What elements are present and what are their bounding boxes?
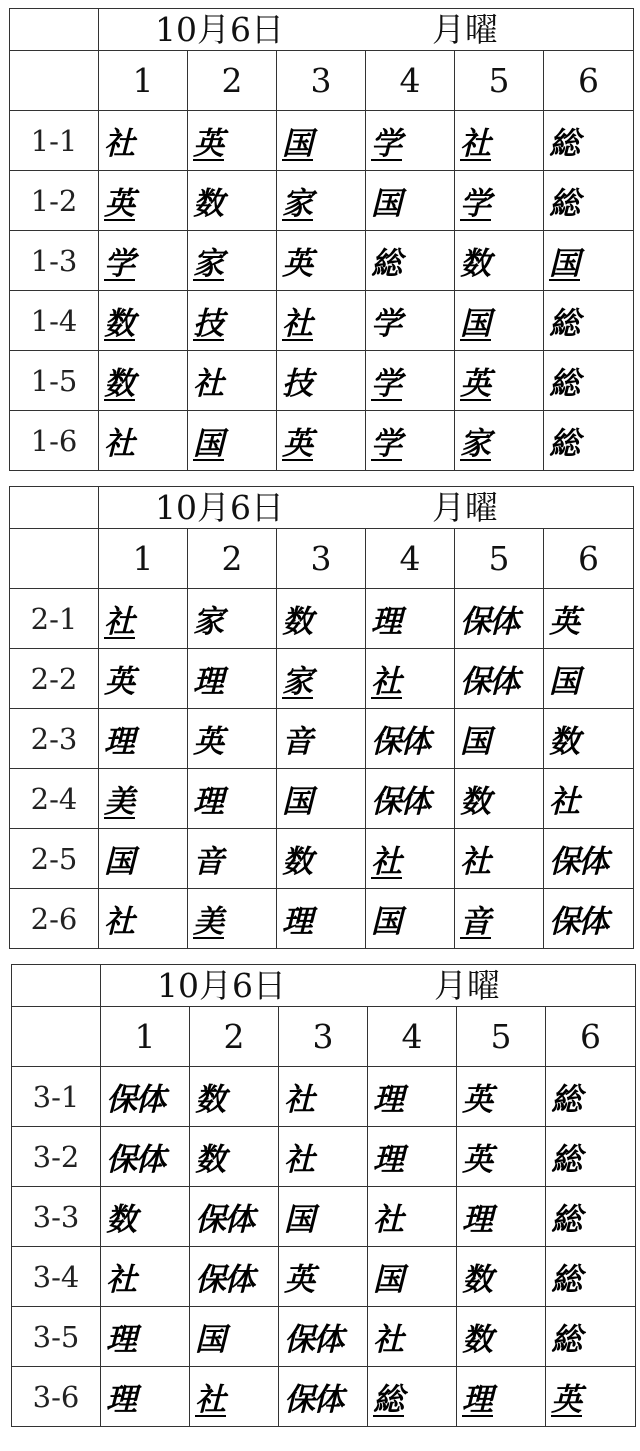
- subject-cell: 数: [455, 769, 544, 829]
- period-header: 2: [188, 51, 277, 111]
- table-row: [12, 1187, 636, 1247]
- class-label: 1-6: [10, 411, 99, 471]
- subject-cell: 数: [544, 709, 634, 769]
- subject-cell: 理: [101, 1307, 190, 1367]
- subject-cell: 国: [368, 1247, 457, 1307]
- period-header: 5: [455, 51, 544, 111]
- table-row: [12, 1367, 636, 1427]
- subject-cell: 国: [277, 769, 366, 829]
- date-header: [99, 487, 634, 529]
- class-label: 3-5: [12, 1307, 101, 1367]
- period-header: 3: [277, 529, 366, 589]
- period-header: 6: [544, 529, 634, 589]
- period-header: 2: [190, 1007, 279, 1067]
- subject-cell: 英: [546, 1367, 636, 1427]
- date-text: 10月6日: [155, 10, 284, 49]
- period-header: 6: [544, 51, 634, 111]
- corner-cell: [12, 965, 101, 1007]
- subject-cell: 理: [188, 769, 277, 829]
- table-row: [10, 111, 634, 171]
- table-row: [10, 889, 634, 949]
- table-row: [12, 1127, 636, 1187]
- subject-cell: 学: [99, 231, 188, 291]
- subject-cell: 国: [190, 1307, 279, 1367]
- subject-cell: 保体: [455, 589, 544, 649]
- subject-cell: 国: [99, 829, 188, 889]
- period-header: 3: [277, 51, 366, 111]
- subject-cell: 理: [457, 1367, 546, 1427]
- period-header: 1: [101, 1007, 190, 1067]
- subject-cell: 音: [188, 829, 277, 889]
- subject-cell: 総: [546, 1067, 636, 1127]
- subject-cell: 国: [277, 111, 366, 171]
- subject-cell: 社: [99, 411, 188, 471]
- class-label: 1-3: [10, 231, 99, 291]
- table-row: [12, 1247, 636, 1307]
- subject-cell: 家: [455, 411, 544, 471]
- subject-cell: 社: [190, 1367, 279, 1427]
- subject-cell: 国: [455, 291, 544, 351]
- table-row: [10, 171, 634, 231]
- subject-cell: 社: [455, 111, 544, 171]
- subject-cell: 総: [546, 1247, 636, 1307]
- subject-cell: 社: [99, 111, 188, 171]
- timetable-grade-1: [9, 8, 634, 471]
- table-row: [10, 291, 634, 351]
- subject-cell: 数: [190, 1067, 279, 1127]
- subject-cell: 保体: [101, 1127, 190, 1187]
- subject-cell: 社: [279, 1127, 368, 1187]
- date-header: [99, 9, 634, 51]
- table-row: [10, 649, 634, 709]
- subject-cell: 学: [366, 111, 455, 171]
- class-label: 3-2: [12, 1127, 101, 1187]
- subject-cell: 英: [188, 709, 277, 769]
- class-label: 2-4: [10, 769, 99, 829]
- period-header: 2: [188, 529, 277, 589]
- subject-cell: 社: [366, 829, 455, 889]
- subject-cell: 英: [277, 231, 366, 291]
- table-row: [12, 1067, 636, 1127]
- subject-cell: 国: [455, 709, 544, 769]
- subject-cell: 国: [366, 889, 455, 949]
- subject-cell: 家: [188, 589, 277, 649]
- table-row: [10, 769, 634, 829]
- subject-cell: 数: [277, 829, 366, 889]
- subject-cell: 美: [188, 889, 277, 949]
- period-header: 4: [366, 529, 455, 589]
- class-label: 3-4: [12, 1247, 101, 1307]
- subject-cell: 数: [188, 171, 277, 231]
- subject-cell: 家: [188, 231, 277, 291]
- subject-cell: 数: [455, 231, 544, 291]
- class-label: 3-3: [12, 1187, 101, 1247]
- day-of-week: 月曜: [434, 966, 500, 1005]
- subject-cell: 数: [99, 351, 188, 411]
- subject-cell: 学: [366, 291, 455, 351]
- period-header: 4: [368, 1007, 457, 1067]
- table-row: [10, 709, 634, 769]
- subject-cell: 理: [188, 649, 277, 709]
- class-label: 1-1: [10, 111, 99, 171]
- subject-cell: 総: [546, 1127, 636, 1187]
- subject-cell: 保体: [455, 649, 544, 709]
- date-text: 10月6日: [155, 488, 284, 527]
- subject-cell: 英: [457, 1067, 546, 1127]
- subject-cell: 保体: [190, 1247, 279, 1307]
- subject-cell: 社: [279, 1067, 368, 1127]
- subject-cell: 保体: [544, 829, 634, 889]
- subject-cell: 理: [277, 889, 366, 949]
- class-label: 1-4: [10, 291, 99, 351]
- subject-cell: 英: [99, 171, 188, 231]
- period-header: 3: [279, 1007, 368, 1067]
- corner-cell: [10, 51, 99, 111]
- table-row: [10, 231, 634, 291]
- subject-cell: 保体: [366, 769, 455, 829]
- class-label: 2-2: [10, 649, 99, 709]
- subject-cell: 英: [99, 649, 188, 709]
- class-label: 3-1: [12, 1067, 101, 1127]
- subject-cell: 保体: [279, 1307, 368, 1367]
- subject-cell: 数: [457, 1247, 546, 1307]
- subject-cell: 数: [277, 589, 366, 649]
- subject-cell: 数: [190, 1127, 279, 1187]
- subject-cell: 学: [455, 171, 544, 231]
- subject-cell: 保体: [544, 889, 634, 949]
- subject-cell: 社: [544, 769, 634, 829]
- class-label: 2-1: [10, 589, 99, 649]
- subject-cell: 総: [368, 1367, 457, 1427]
- subject-cell: 保体: [366, 709, 455, 769]
- subject-cell: 家: [277, 649, 366, 709]
- subject-cell: 総: [546, 1307, 636, 1367]
- subject-cell: 理: [366, 589, 455, 649]
- subject-cell: 英: [188, 111, 277, 171]
- subject-cell: 社: [366, 649, 455, 709]
- subject-cell: 社: [188, 351, 277, 411]
- subject-cell: 総: [544, 291, 634, 351]
- subject-cell: 理: [368, 1067, 457, 1127]
- subject-cell: 数: [101, 1187, 190, 1247]
- subject-cell: 英: [455, 351, 544, 411]
- subject-cell: 音: [277, 709, 366, 769]
- subject-cell: 国: [279, 1187, 368, 1247]
- corner-cell: [10, 529, 99, 589]
- day-of-week: 月曜: [432, 10, 498, 49]
- table-row: [10, 411, 634, 471]
- subject-cell: 数: [457, 1307, 546, 1367]
- corner-cell: [10, 487, 99, 529]
- table-row: [10, 351, 634, 411]
- subject-cell: 理: [101, 1367, 190, 1427]
- period-header: 5: [455, 529, 544, 589]
- subject-cell: 総: [366, 231, 455, 291]
- subject-cell: 英: [277, 411, 366, 471]
- subject-cell: 理: [99, 709, 188, 769]
- subject-cell: 英: [544, 589, 634, 649]
- timetable-grade-3: [11, 964, 636, 1427]
- subject-cell: 社: [368, 1307, 457, 1367]
- subject-cell: 音: [455, 889, 544, 949]
- subject-cell: 社: [99, 889, 188, 949]
- day-of-week: 月曜: [432, 488, 498, 527]
- subject-cell: 社: [101, 1247, 190, 1307]
- subject-cell: 理: [368, 1127, 457, 1187]
- subject-cell: 国: [188, 411, 277, 471]
- subject-cell: 家: [277, 171, 366, 231]
- subject-cell: 社: [99, 589, 188, 649]
- date-text: 10月6日: [157, 966, 286, 1005]
- table-row: [12, 1307, 636, 1367]
- class-label: 2-3: [10, 709, 99, 769]
- subject-cell: 国: [544, 649, 634, 709]
- subject-cell: 美: [99, 769, 188, 829]
- table-row: [10, 829, 634, 889]
- period-header: 6: [546, 1007, 636, 1067]
- subject-cell: 保体: [101, 1067, 190, 1127]
- class-label: 2-6: [10, 889, 99, 949]
- period-header: 1: [99, 529, 188, 589]
- subject-cell: 技: [188, 291, 277, 351]
- subject-cell: 社: [277, 291, 366, 351]
- class-label: 3-6: [12, 1367, 101, 1427]
- subject-cell: 保体: [279, 1367, 368, 1427]
- subject-cell: 総: [544, 351, 634, 411]
- class-label: 1-5: [10, 351, 99, 411]
- timetable-grade-2: [9, 486, 634, 949]
- subject-cell: 英: [457, 1127, 546, 1187]
- subject-cell: 国: [366, 171, 455, 231]
- class-label: 1-2: [10, 171, 99, 231]
- subject-cell: 英: [279, 1247, 368, 1307]
- subject-cell: 学: [366, 411, 455, 471]
- subject-cell: 社: [455, 829, 544, 889]
- period-header: 4: [366, 51, 455, 111]
- subject-cell: 国: [544, 231, 634, 291]
- subject-cell: 学: [366, 351, 455, 411]
- table-row: [10, 589, 634, 649]
- period-header: 1: [99, 51, 188, 111]
- subject-cell: 総: [544, 171, 634, 231]
- corner-cell: [12, 1007, 101, 1067]
- subject-cell: 技: [277, 351, 366, 411]
- period-header: 5: [457, 1007, 546, 1067]
- subject-cell: 保体: [190, 1187, 279, 1247]
- corner-cell: [10, 9, 99, 51]
- subject-cell: 数: [99, 291, 188, 351]
- subject-cell: 社: [368, 1187, 457, 1247]
- date-header: [101, 965, 636, 1007]
- subject-cell: 理: [457, 1187, 546, 1247]
- subject-cell: 総: [546, 1187, 636, 1247]
- class-label: 2-5: [10, 829, 99, 889]
- subject-cell: 総: [544, 411, 634, 471]
- subject-cell: 総: [544, 111, 634, 171]
